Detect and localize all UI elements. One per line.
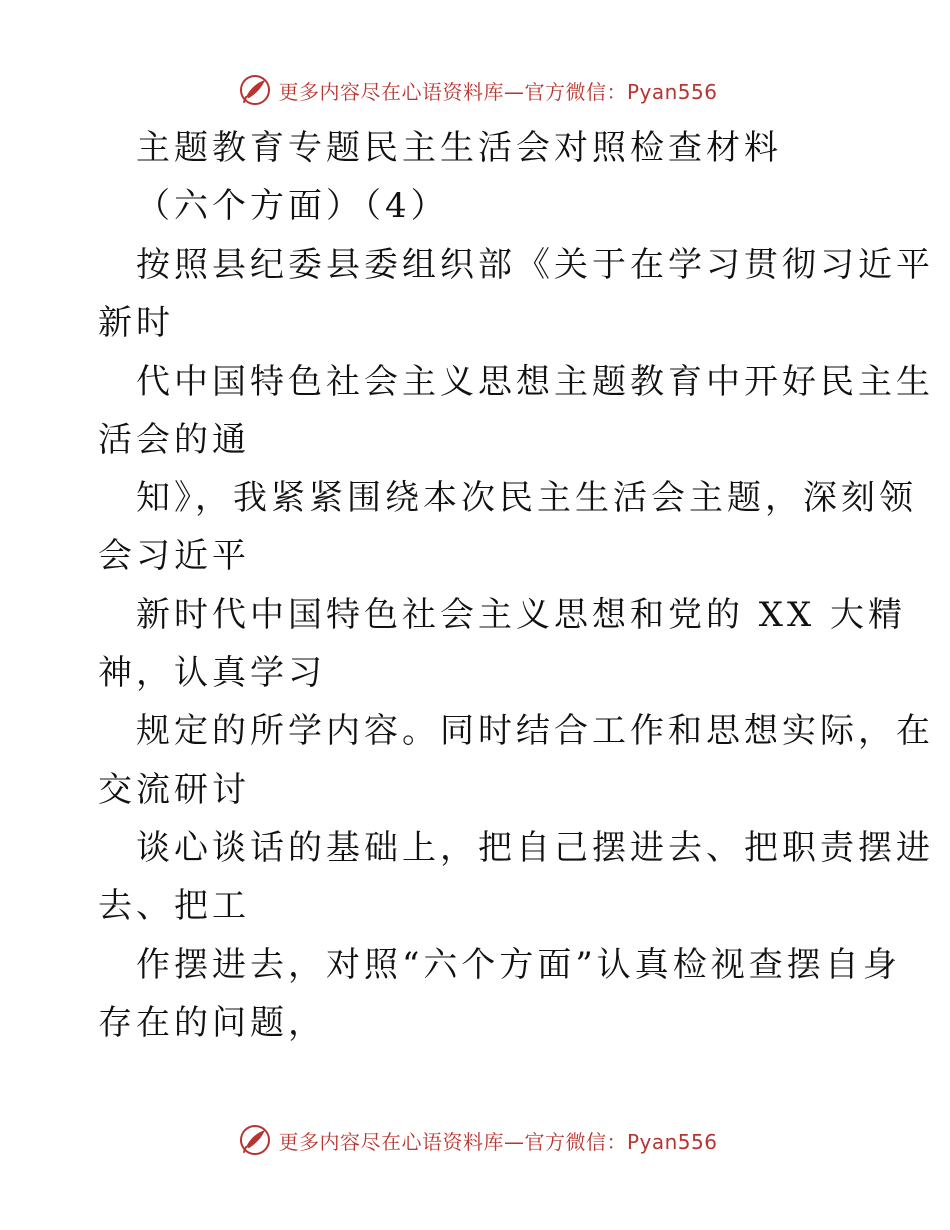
paragraph-line: 活会的通 bbox=[98, 420, 250, 460]
footer-banner bbox=[0, 1120, 950, 1160]
document-title: 主题教育专题民主生活会对照检查材料 bbox=[136, 128, 782, 168]
paragraph-line: 去、把工 bbox=[98, 886, 250, 926]
paragraph-line: 规定的所学内容。同时结合工作和思想实际，在 bbox=[136, 711, 934, 751]
paragraph-line: 作摆进去，对照“六个方面”认真检视查摆自身 bbox=[136, 945, 901, 985]
paragraph-line: 代中国特色社会主义思想主题教育中开好民主生 bbox=[136, 362, 934, 402]
paragraph-line: 新时代中国特色社会主义思想和党的 XX 大精 bbox=[136, 595, 907, 635]
paragraph-line: 新时 bbox=[98, 303, 174, 343]
paragraph-line: 交流研讨 bbox=[98, 770, 250, 810]
paragraph-line: 神，认真学习 bbox=[98, 653, 326, 693]
header-banner-text: 更多内容尽在心语资料库—官方微信：Pyan556 bbox=[278, 79, 718, 104]
paragraph-line: 存在的问题， bbox=[98, 1003, 326, 1043]
paragraph-line: 会习近平 bbox=[98, 536, 250, 576]
document-subtitle: （六个方面）（4） bbox=[136, 186, 449, 226]
feather-pen-logo-icon bbox=[238, 1123, 272, 1157]
header-banner bbox=[0, 70, 950, 110]
paragraph-line: 按照县纪委县委组织部《关于在学习贯彻习近平 bbox=[136, 245, 934, 285]
paragraph-line: 知》，我紧紧围绕本次民主生活会主题，深刻领 bbox=[136, 478, 917, 518]
paragraph-line: 谈心谈话的基础上，把自己摆进去、把职责摆进 bbox=[136, 828, 934, 868]
feather-pen-logo-icon bbox=[238, 73, 272, 107]
footer-banner-text: 更多内容尽在心语资料库—官方微信：Pyan556 bbox=[278, 1129, 718, 1154]
